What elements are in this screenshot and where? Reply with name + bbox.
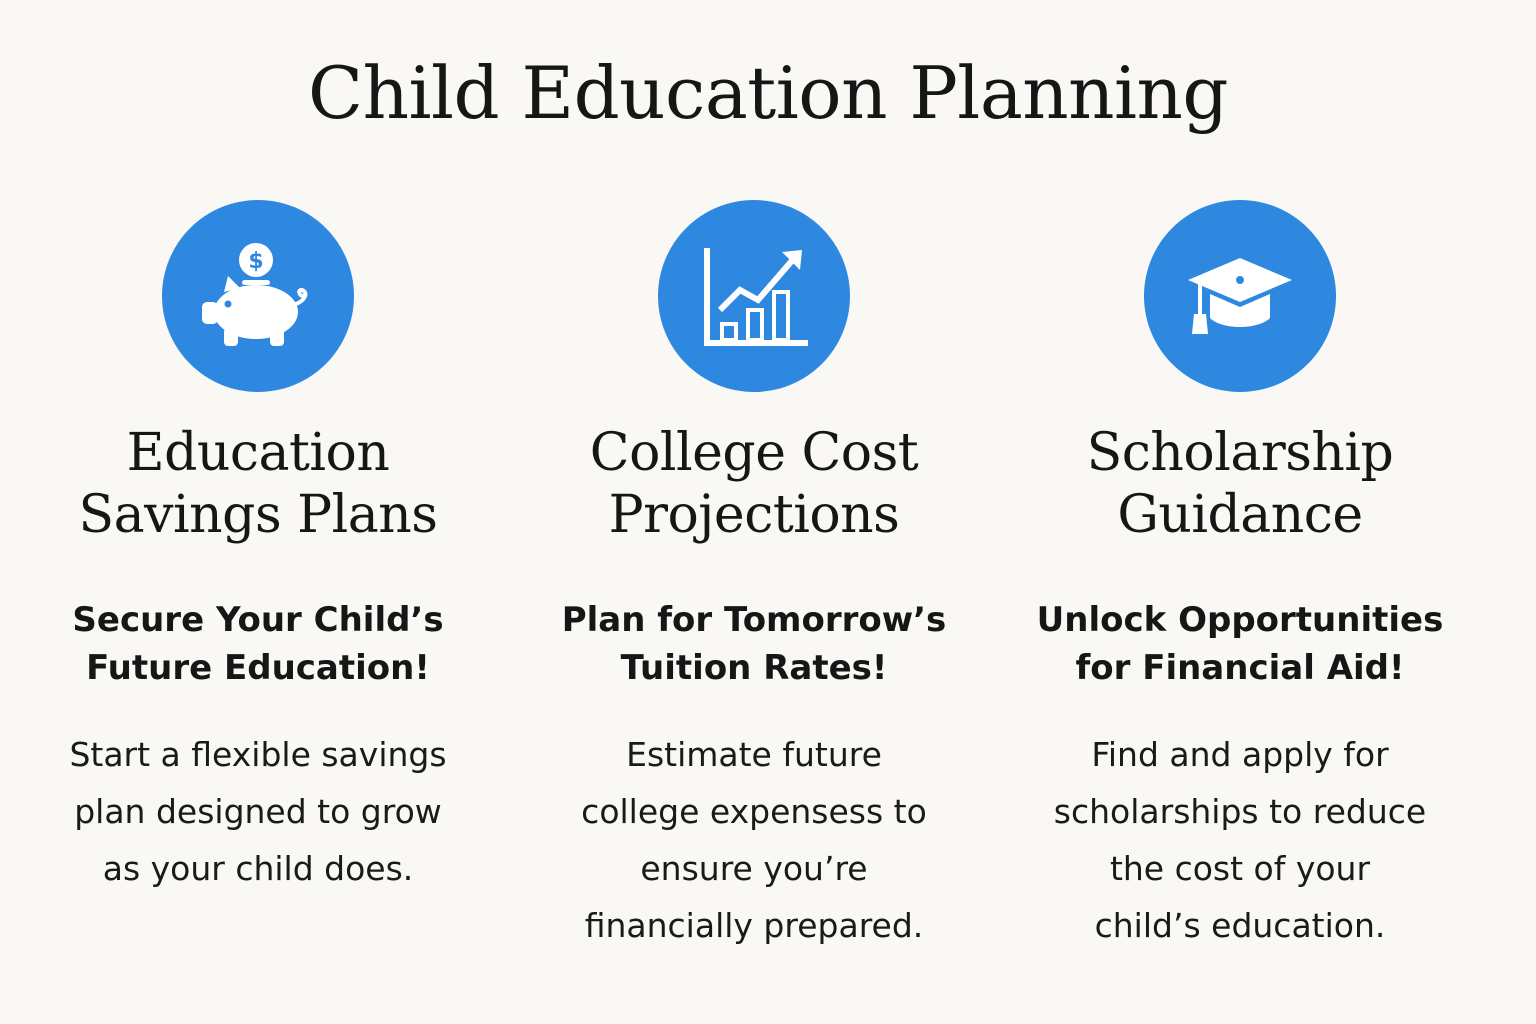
feature-title [524, 422, 984, 546]
feature-description-line: ensure you’re [640, 849, 868, 888]
feature-title-line: Education [126, 423, 390, 483]
feature-title [1010, 422, 1470, 546]
feature-subtitle [524, 596, 984, 692]
page-title: Child Education Planning [308, 51, 1228, 135]
feature-description [524, 726, 984, 954]
feature-card-scholarship [1010, 200, 1470, 954]
svg-text:$: $ [248, 249, 264, 274]
feature-title [28, 422, 488, 546]
feature-subtitle-line: for Financial Aid! [1075, 648, 1405, 688]
growth-chart-icon [658, 200, 850, 392]
feature-description-line: child’s education. [1094, 906, 1386, 945]
feature-subtitle-line: Future Education! [86, 648, 430, 688]
feature-subtitle-line: Plan for Tomorrow’s [561, 600, 947, 640]
feature-subtitle-line: Secure Your Child’s [72, 600, 444, 640]
feature-description-line: scholarships to reduce [1053, 792, 1427, 831]
feature-title-line: College Cost [589, 423, 919, 483]
feature-description-line: financially prepared. [584, 906, 924, 945]
feature-description [28, 726, 488, 897]
feature-description-line: Start a flexible savings [69, 735, 447, 774]
graduation-cap-icon [1144, 200, 1336, 392]
feature-description-line: college expensess to [581, 792, 927, 831]
feature-title-line: Savings Plans [78, 485, 438, 545]
piggy-bank-icon [162, 200, 354, 392]
feature-subtitle-line: Unlock Opportunities [1036, 600, 1444, 640]
feature-subtitle [28, 596, 488, 692]
feature-description-line: plan designed to grow [74, 792, 442, 831]
feature-description-line: Find and apply for [1091, 735, 1389, 774]
feature-title-line: Scholarship [1086, 423, 1394, 483]
feature-description-line: as your child does. [102, 849, 414, 888]
feature-card-education-savings [28, 200, 488, 897]
feature-description-line: the cost of your [1109, 849, 1371, 888]
feature-description-line: Estimate future [626, 735, 882, 774]
feature-subtitle-line: Tuition Rates! [620, 648, 888, 688]
feature-title-line: Guidance [1117, 485, 1363, 545]
feature-card-college-cost [524, 200, 984, 954]
feature-subtitle [1010, 596, 1470, 692]
feature-description [1010, 726, 1470, 954]
feature-title-line: Projections [608, 485, 900, 545]
